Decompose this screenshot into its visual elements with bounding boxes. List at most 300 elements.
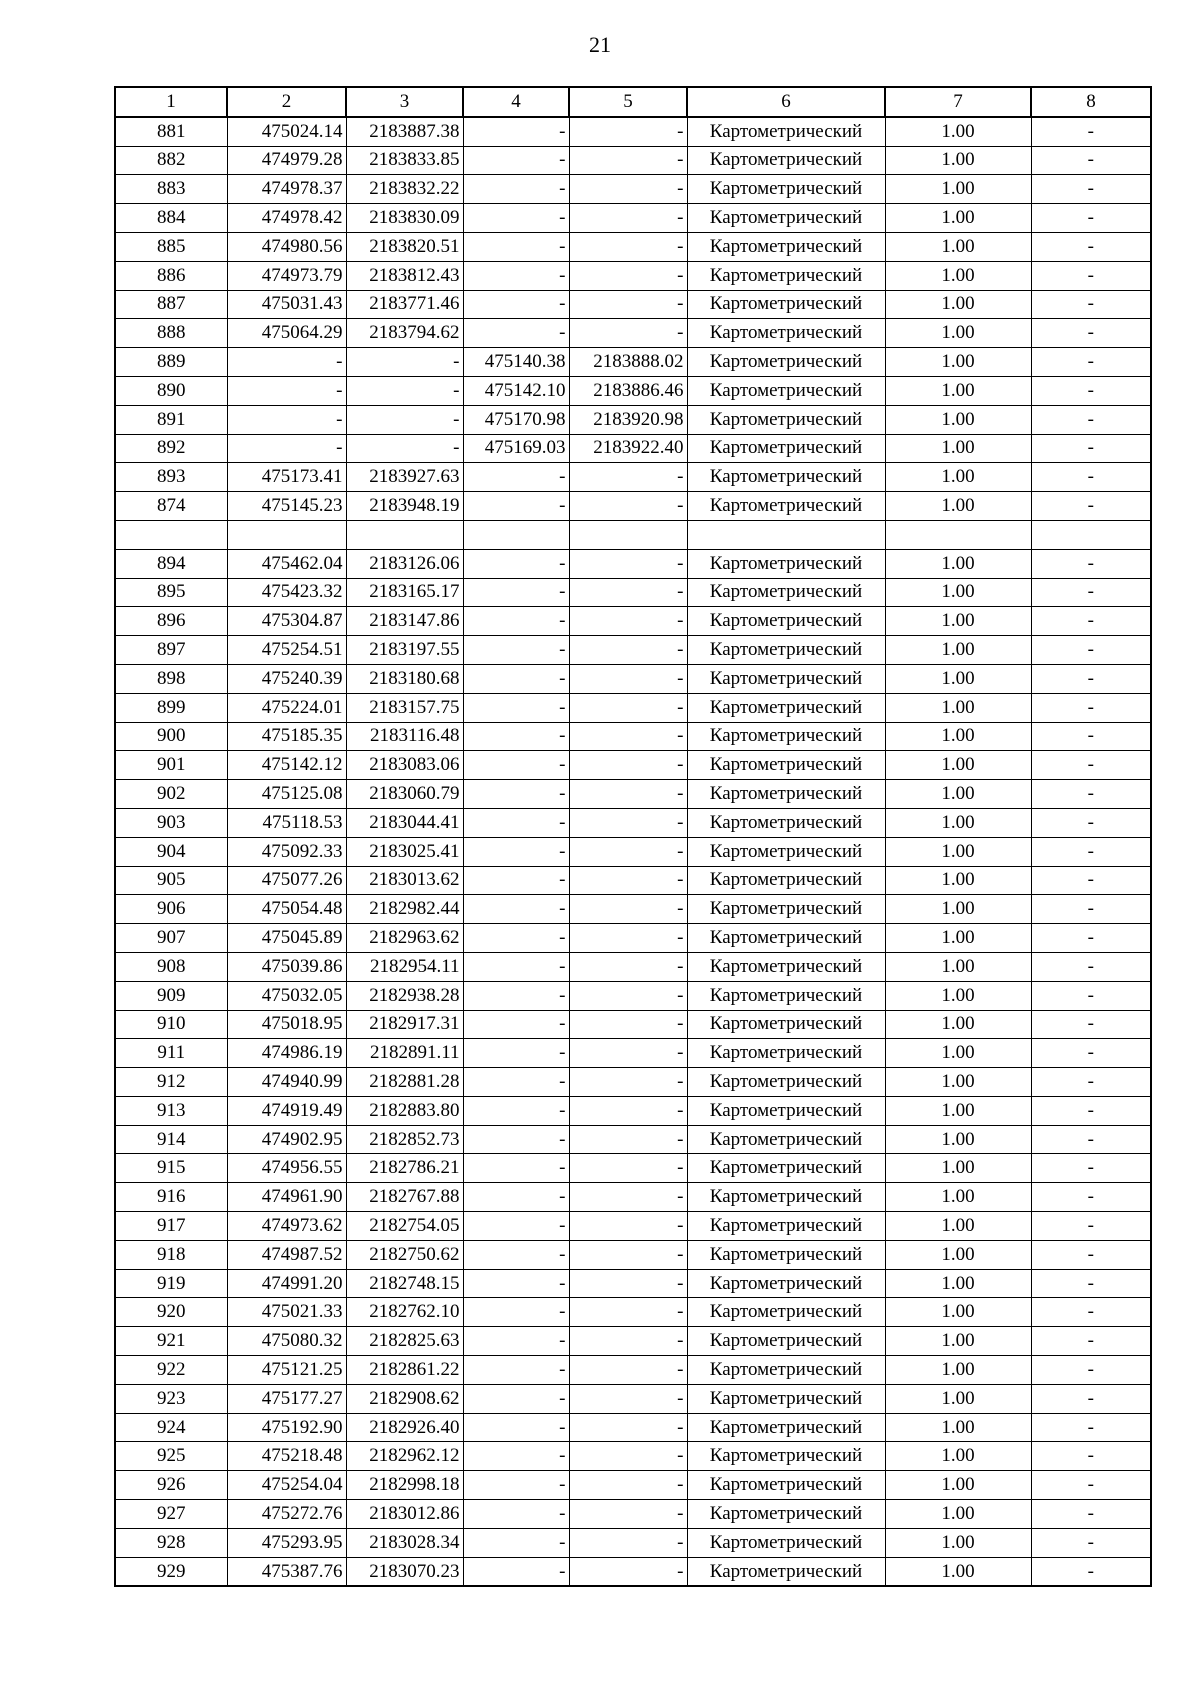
accuracy-cell: 1.00 bbox=[885, 1327, 1031, 1356]
note-cell: - bbox=[1031, 1068, 1151, 1097]
x-new-cell: - bbox=[463, 1557, 569, 1586]
x-coordinate-cell: 475080.32 bbox=[227, 1327, 346, 1356]
point-number-cell: 874 bbox=[115, 492, 227, 521]
x-new-cell: 475170.98 bbox=[463, 405, 569, 434]
note-cell: - bbox=[1031, 981, 1151, 1010]
point-number-cell: 902 bbox=[115, 780, 227, 809]
y-coordinate-cell: 2182786.21 bbox=[346, 1154, 463, 1183]
y-new-cell: - bbox=[569, 175, 687, 204]
table-row bbox=[115, 1096, 1151, 1125]
point-number-cell: 884 bbox=[115, 204, 227, 233]
table-row bbox=[115, 952, 1151, 981]
accuracy-cell: 1.00 bbox=[885, 1096, 1031, 1125]
accuracy-cell: 1.00 bbox=[885, 1528, 1031, 1557]
y-new-cell: 2183922.40 bbox=[569, 434, 687, 463]
point-number-cell: 901 bbox=[115, 751, 227, 780]
y-new-cell: - bbox=[569, 232, 687, 261]
method-cell: Картометрический bbox=[687, 952, 885, 981]
x-coordinate-cell: 474973.79 bbox=[227, 261, 346, 290]
y-new-cell: - bbox=[569, 578, 687, 607]
table-row bbox=[115, 1212, 1151, 1241]
y-coordinate-cell: 2182881.28 bbox=[346, 1068, 463, 1097]
x-coordinate-cell: - bbox=[227, 405, 346, 434]
method-cell bbox=[687, 520, 885, 549]
x-coordinate-cell: 475293.95 bbox=[227, 1528, 346, 1557]
x-new-cell: - bbox=[463, 924, 569, 953]
table-row bbox=[115, 636, 1151, 665]
x-coordinate-cell: 475039.86 bbox=[227, 952, 346, 981]
table-row bbox=[115, 1442, 1151, 1471]
note-cell: - bbox=[1031, 434, 1151, 463]
x-coordinate-cell: 475185.35 bbox=[227, 722, 346, 751]
x-new-cell: - bbox=[463, 664, 569, 693]
x-coordinate-cell: 475272.76 bbox=[227, 1500, 346, 1529]
note-cell: - bbox=[1031, 146, 1151, 175]
table-row bbox=[115, 837, 1151, 866]
y-coordinate-cell: 2183830.09 bbox=[346, 204, 463, 233]
note-cell: - bbox=[1031, 664, 1151, 693]
point-number-cell: 898 bbox=[115, 664, 227, 693]
method-cell: Картометрический bbox=[687, 1413, 885, 1442]
y-coordinate-cell: 2182917.31 bbox=[346, 1010, 463, 1039]
y-new-cell: - bbox=[569, 1212, 687, 1241]
x-new-cell: - bbox=[463, 1039, 569, 1068]
accuracy-cell: 1.00 bbox=[885, 434, 1031, 463]
y-new-cell: - bbox=[569, 1154, 687, 1183]
y-coordinate-cell: 2183165.17 bbox=[346, 578, 463, 607]
accuracy-cell: 1.00 bbox=[885, 895, 1031, 924]
note-cell: - bbox=[1031, 1528, 1151, 1557]
x-new-cell: - bbox=[463, 319, 569, 348]
y-coordinate-cell: 2182962.12 bbox=[346, 1442, 463, 1471]
method-cell: Картометрический bbox=[687, 492, 885, 521]
method-cell: Картометрический bbox=[687, 693, 885, 722]
table-row bbox=[115, 981, 1151, 1010]
point-number-cell: 881 bbox=[115, 117, 227, 146]
y-new-cell: - bbox=[569, 1528, 687, 1557]
accuracy-cell: 1.00 bbox=[885, 1413, 1031, 1442]
y-coordinate-cell: 2182754.05 bbox=[346, 1212, 463, 1241]
method-cell: Картометрический bbox=[687, 463, 885, 492]
table-row bbox=[115, 924, 1151, 953]
table-row bbox=[115, 146, 1151, 175]
x-new-cell: - bbox=[463, 722, 569, 751]
x-new-cell: - bbox=[463, 1096, 569, 1125]
y-coordinate-cell: 2182825.63 bbox=[346, 1327, 463, 1356]
accuracy-cell: 1.00 bbox=[885, 1442, 1031, 1471]
y-coordinate-cell: 2182762.10 bbox=[346, 1298, 463, 1327]
x-coordinate-cell: 474956.55 bbox=[227, 1154, 346, 1183]
y-coordinate-cell: 2183794.62 bbox=[346, 319, 463, 348]
y-new-cell: - bbox=[569, 492, 687, 521]
table-row bbox=[115, 607, 1151, 636]
y-new-cell: - bbox=[569, 924, 687, 953]
y-new-cell: - bbox=[569, 1384, 687, 1413]
y-new-cell: - bbox=[569, 1039, 687, 1068]
y-coordinate-cell: 2182998.18 bbox=[346, 1471, 463, 1500]
note-cell: - bbox=[1031, 1010, 1151, 1039]
table-row bbox=[115, 1010, 1151, 1039]
x-new-cell: - bbox=[463, 1500, 569, 1529]
accuracy-cell: 1.00 bbox=[885, 722, 1031, 751]
method-cell: Картометрический bbox=[687, 1212, 885, 1241]
method-cell: Картометрический bbox=[687, 664, 885, 693]
y-new-cell: - bbox=[569, 1010, 687, 1039]
x-new-cell: - bbox=[463, 751, 569, 780]
x-new-cell: - bbox=[463, 607, 569, 636]
x-coordinate-cell: 475045.89 bbox=[227, 924, 346, 953]
accuracy-cell: 1.00 bbox=[885, 636, 1031, 665]
y-coordinate-cell: 2183180.68 bbox=[346, 664, 463, 693]
y-new-cell: - bbox=[569, 1442, 687, 1471]
y-new-cell: - bbox=[569, 751, 687, 780]
method-cell: Картометрический bbox=[687, 1125, 885, 1154]
x-coordinate-cell: 474961.90 bbox=[227, 1183, 346, 1212]
y-coordinate-cell: 2183070.23 bbox=[346, 1557, 463, 1586]
x-coordinate-cell: 474980.56 bbox=[227, 232, 346, 261]
note-cell: - bbox=[1031, 376, 1151, 405]
accuracy-cell: 1.00 bbox=[885, 1068, 1031, 1097]
x-coordinate-cell: 475177.27 bbox=[227, 1384, 346, 1413]
method-cell: Картометрический bbox=[687, 607, 885, 636]
x-coordinate-cell: 475387.76 bbox=[227, 1557, 346, 1586]
table-row bbox=[115, 808, 1151, 837]
y-coordinate-cell: 2183147.86 bbox=[346, 607, 463, 636]
x-coordinate-cell: 475145.23 bbox=[227, 492, 346, 521]
method-cell: Картометрический bbox=[687, 146, 885, 175]
point-number-cell: 913 bbox=[115, 1096, 227, 1125]
table-body bbox=[115, 117, 1151, 1587]
x-coordinate-cell: 475064.29 bbox=[227, 319, 346, 348]
note-cell: - bbox=[1031, 722, 1151, 751]
y-coordinate-cell: 2182748.15 bbox=[346, 1269, 463, 1298]
point-number-cell: 897 bbox=[115, 636, 227, 665]
method-cell: Картометрический bbox=[687, 837, 885, 866]
x-new-cell: - bbox=[463, 1269, 569, 1298]
header-cell: 3 bbox=[346, 87, 463, 117]
note-cell: - bbox=[1031, 1384, 1151, 1413]
x-coordinate-cell: 475121.25 bbox=[227, 1356, 346, 1385]
y-coordinate-cell: 2183013.62 bbox=[346, 866, 463, 895]
point-number-cell: 918 bbox=[115, 1240, 227, 1269]
method-cell: Картометрический bbox=[687, 780, 885, 809]
x-new-cell: - bbox=[463, 1010, 569, 1039]
accuracy-cell: 1.00 bbox=[885, 290, 1031, 319]
y-coordinate-cell: 2183116.48 bbox=[346, 722, 463, 751]
x-new-cell: - bbox=[463, 1154, 569, 1183]
x-new-cell: 475140.38 bbox=[463, 348, 569, 377]
method-cell: Картометрический bbox=[687, 1500, 885, 1529]
x-new-cell: - bbox=[463, 808, 569, 837]
method-cell: Картометрический bbox=[687, 808, 885, 837]
table-row bbox=[115, 1154, 1151, 1183]
accuracy-cell: 1.00 bbox=[885, 1557, 1031, 1586]
x-coordinate-cell: 475092.33 bbox=[227, 837, 346, 866]
x-new-cell: - bbox=[463, 463, 569, 492]
note-cell: - bbox=[1031, 1327, 1151, 1356]
y-new-cell: - bbox=[569, 1125, 687, 1154]
method-cell: Картометрический bbox=[687, 319, 885, 348]
y-coordinate-cell: 2183012.86 bbox=[346, 1500, 463, 1529]
point-number-cell: 916 bbox=[115, 1183, 227, 1212]
note-cell: - bbox=[1031, 808, 1151, 837]
note-cell: - bbox=[1031, 348, 1151, 377]
x-coordinate-cell: 475118.53 bbox=[227, 808, 346, 837]
table-row bbox=[115, 261, 1151, 290]
x-coordinate-cell: 475240.39 bbox=[227, 664, 346, 693]
y-coordinate-cell: 2182750.62 bbox=[346, 1240, 463, 1269]
table-row bbox=[115, 175, 1151, 204]
method-cell: Картометрический bbox=[687, 117, 885, 146]
note-cell: - bbox=[1031, 636, 1151, 665]
x-new-cell: - bbox=[463, 261, 569, 290]
point-number-cell: 886 bbox=[115, 261, 227, 290]
method-cell: Картометрический bbox=[687, 1442, 885, 1471]
note-cell: - bbox=[1031, 1557, 1151, 1586]
method-cell: Картометрический bbox=[687, 1240, 885, 1269]
method-cell: Картометрический bbox=[687, 1298, 885, 1327]
accuracy-cell: 1.00 bbox=[885, 1471, 1031, 1500]
note-cell: - bbox=[1031, 1356, 1151, 1385]
method-cell: Картометрический bbox=[687, 175, 885, 204]
point-number-cell: 928 bbox=[115, 1528, 227, 1557]
x-coordinate-cell: 475173.41 bbox=[227, 463, 346, 492]
x-coordinate-cell: 474979.28 bbox=[227, 146, 346, 175]
x-coordinate-cell: 475254.51 bbox=[227, 636, 346, 665]
accuracy-cell: 1.00 bbox=[885, 232, 1031, 261]
accuracy-cell: 1.00 bbox=[885, 808, 1031, 837]
point-number-cell: 929 bbox=[115, 1557, 227, 1586]
y-new-cell: - bbox=[569, 146, 687, 175]
x-coordinate-cell: 475224.01 bbox=[227, 693, 346, 722]
method-cell: Картометрический bbox=[687, 1384, 885, 1413]
point-number-cell: 900 bbox=[115, 722, 227, 751]
table-row bbox=[115, 549, 1151, 578]
x-new-cell: - bbox=[463, 290, 569, 319]
y-new-cell: - bbox=[569, 1500, 687, 1529]
table-row bbox=[115, 376, 1151, 405]
note-cell: - bbox=[1031, 607, 1151, 636]
y-coordinate-cell: - bbox=[346, 348, 463, 377]
x-coordinate-cell: - bbox=[227, 348, 346, 377]
point-number-cell: 926 bbox=[115, 1471, 227, 1500]
x-coordinate-cell: - bbox=[227, 434, 346, 463]
note-cell: - bbox=[1031, 837, 1151, 866]
point-number-cell: 927 bbox=[115, 1500, 227, 1529]
method-cell: Картометрический bbox=[687, 1183, 885, 1212]
x-coordinate-cell: 475077.26 bbox=[227, 866, 346, 895]
x-coordinate-cell: 475021.33 bbox=[227, 1298, 346, 1327]
point-number-cell: 885 bbox=[115, 232, 227, 261]
point-number-cell: 904 bbox=[115, 837, 227, 866]
y-new-cell: - bbox=[569, 1471, 687, 1500]
x-new-cell: - bbox=[463, 981, 569, 1010]
table-row bbox=[115, 1557, 1151, 1586]
note-cell: - bbox=[1031, 924, 1151, 953]
accuracy-cell: 1.00 bbox=[885, 1356, 1031, 1385]
table-row bbox=[115, 405, 1151, 434]
note-cell: - bbox=[1031, 578, 1151, 607]
y-new-cell: - bbox=[569, 636, 687, 665]
y-coordinate-cell: 2183197.55 bbox=[346, 636, 463, 665]
note-cell: - bbox=[1031, 895, 1151, 924]
point-number-cell: 920 bbox=[115, 1298, 227, 1327]
note-cell: - bbox=[1031, 175, 1151, 204]
table-row bbox=[115, 866, 1151, 895]
point-number-cell: 919 bbox=[115, 1269, 227, 1298]
header-cell: 2 bbox=[227, 87, 346, 117]
x-new-cell: - bbox=[463, 204, 569, 233]
point-number-cell: 925 bbox=[115, 1442, 227, 1471]
table-row bbox=[115, 751, 1151, 780]
note-cell: - bbox=[1031, 405, 1151, 434]
method-cell: Картометрический bbox=[687, 405, 885, 434]
y-new-cell: - bbox=[569, 319, 687, 348]
note-cell: - bbox=[1031, 319, 1151, 348]
y-coordinate-cell: 2183927.63 bbox=[346, 463, 463, 492]
point-number-cell: 911 bbox=[115, 1039, 227, 1068]
method-cell: Картометрический bbox=[687, 1010, 885, 1039]
x-coordinate-cell: 475054.48 bbox=[227, 895, 346, 924]
y-new-cell: - bbox=[569, 261, 687, 290]
table-row bbox=[115, 1183, 1151, 1212]
method-cell: Картометрический bbox=[687, 1269, 885, 1298]
y-coordinate-cell: 2183771.46 bbox=[346, 290, 463, 319]
method-cell: Картометрический bbox=[687, 636, 885, 665]
accuracy-cell: 1.00 bbox=[885, 578, 1031, 607]
y-coordinate-cell: 2183948.19 bbox=[346, 492, 463, 521]
x-new-cell: - bbox=[463, 1471, 569, 1500]
y-coordinate-cell: 2183812.43 bbox=[346, 261, 463, 290]
page-number: 21 bbox=[589, 32, 611, 57]
y-new-cell: - bbox=[569, 693, 687, 722]
y-new-cell: - bbox=[569, 1557, 687, 1586]
x-coordinate-cell: 475031.43 bbox=[227, 290, 346, 319]
x-coordinate-cell: 475192.90 bbox=[227, 1413, 346, 1442]
table-row bbox=[115, 1039, 1151, 1068]
x-coordinate-cell: 474987.52 bbox=[227, 1240, 346, 1269]
x-new-cell: - bbox=[463, 1298, 569, 1327]
note-cell: - bbox=[1031, 1442, 1151, 1471]
y-new-cell: - bbox=[569, 1356, 687, 1385]
x-new-cell: - bbox=[463, 1125, 569, 1154]
y-new-cell: - bbox=[569, 866, 687, 895]
y-coordinate-cell: 2182963.62 bbox=[346, 924, 463, 953]
x-coordinate-cell: 474973.62 bbox=[227, 1212, 346, 1241]
y-new-cell: - bbox=[569, 549, 687, 578]
method-cell: Картометрический bbox=[687, 434, 885, 463]
header-cell: 1 bbox=[115, 87, 227, 117]
method-cell: Картометрический bbox=[687, 261, 885, 290]
x-coordinate-cell: 475024.14 bbox=[227, 117, 346, 146]
table-row bbox=[115, 434, 1151, 463]
accuracy-cell: 1.00 bbox=[885, 261, 1031, 290]
method-cell: Картометрический bbox=[687, 1039, 885, 1068]
accuracy-cell: 1.00 bbox=[885, 981, 1031, 1010]
table-row bbox=[115, 1356, 1151, 1385]
accuracy-cell: 1.00 bbox=[885, 348, 1031, 377]
y-coordinate-cell: 2183157.75 bbox=[346, 693, 463, 722]
x-coordinate-cell: 474991.20 bbox=[227, 1269, 346, 1298]
point-number-cell: 891 bbox=[115, 405, 227, 434]
note-cell: - bbox=[1031, 1183, 1151, 1212]
method-cell: Картометрический bbox=[687, 722, 885, 751]
accuracy-cell bbox=[885, 520, 1031, 549]
table-row bbox=[115, 1068, 1151, 1097]
y-new-cell: - bbox=[569, 204, 687, 233]
table-row bbox=[115, 664, 1151, 693]
point-number-cell: 908 bbox=[115, 952, 227, 981]
method-cell: Картометрический bbox=[687, 1154, 885, 1183]
method-cell: Картометрический bbox=[687, 924, 885, 953]
x-new-cell: - bbox=[463, 175, 569, 204]
y-new-cell: 2183920.98 bbox=[569, 405, 687, 434]
note-cell: - bbox=[1031, 232, 1151, 261]
x-new-cell: - bbox=[463, 146, 569, 175]
y-new-cell: 2183886.46 bbox=[569, 376, 687, 405]
y-coordinate-cell: 2182908.62 bbox=[346, 1384, 463, 1413]
y-new-cell: - bbox=[569, 722, 687, 751]
note-cell: - bbox=[1031, 492, 1151, 521]
y-coordinate-cell: 2183887.38 bbox=[346, 117, 463, 146]
y-coordinate-cell: 2183832.22 bbox=[346, 175, 463, 204]
table-row bbox=[115, 463, 1151, 492]
y-coordinate-cell: 2183028.34 bbox=[346, 1528, 463, 1557]
method-cell: Картометрический bbox=[687, 204, 885, 233]
note-cell: - bbox=[1031, 780, 1151, 809]
table-row bbox=[115, 1528, 1151, 1557]
x-coordinate-cell: 474978.42 bbox=[227, 204, 346, 233]
y-coordinate-cell: 2182954.11 bbox=[346, 952, 463, 981]
y-coordinate-cell: 2183025.41 bbox=[346, 837, 463, 866]
coordinates-table bbox=[114, 86, 1152, 1587]
note-cell: - bbox=[1031, 463, 1151, 492]
y-new-cell: - bbox=[569, 607, 687, 636]
method-cell: Картометрический bbox=[687, 866, 885, 895]
y-new-cell: - bbox=[569, 290, 687, 319]
x-coordinate-cell: 474940.99 bbox=[227, 1068, 346, 1097]
point-number-cell: 912 bbox=[115, 1068, 227, 1097]
y-new-cell: - bbox=[569, 895, 687, 924]
point-number-cell: 882 bbox=[115, 146, 227, 175]
table-row bbox=[115, 520, 1151, 549]
header-row bbox=[115, 87, 1151, 117]
accuracy-cell: 1.00 bbox=[885, 866, 1031, 895]
x-coordinate-cell: 475254.04 bbox=[227, 1471, 346, 1500]
note-cell: - bbox=[1031, 549, 1151, 578]
accuracy-cell: 1.00 bbox=[885, 117, 1031, 146]
accuracy-cell: 1.00 bbox=[885, 1269, 1031, 1298]
table-row bbox=[115, 492, 1151, 521]
x-coordinate-cell: 475018.95 bbox=[227, 1010, 346, 1039]
x-new-cell: - bbox=[463, 866, 569, 895]
accuracy-cell: 1.00 bbox=[885, 1154, 1031, 1183]
point-number-cell: 924 bbox=[115, 1413, 227, 1442]
accuracy-cell: 1.00 bbox=[885, 376, 1031, 405]
x-coordinate-cell: 475462.04 bbox=[227, 549, 346, 578]
x-coordinate-cell: 475125.08 bbox=[227, 780, 346, 809]
y-coordinate-cell: 2183060.79 bbox=[346, 780, 463, 809]
y-coordinate-cell: 2182926.40 bbox=[346, 1413, 463, 1442]
y-coordinate-cell: - bbox=[346, 434, 463, 463]
note-cell: - bbox=[1031, 1298, 1151, 1327]
note-cell: - bbox=[1031, 1413, 1151, 1442]
accuracy-cell: 1.00 bbox=[885, 1125, 1031, 1154]
x-new-cell bbox=[463, 520, 569, 549]
method-cell: Картометрический bbox=[687, 1327, 885, 1356]
note-cell: - bbox=[1031, 866, 1151, 895]
x-new-cell: - bbox=[463, 837, 569, 866]
